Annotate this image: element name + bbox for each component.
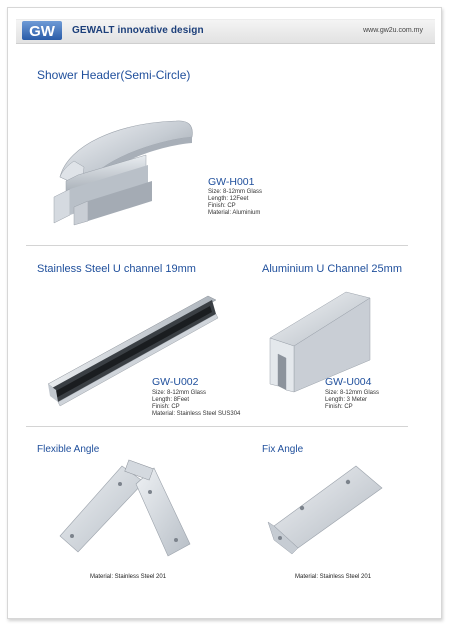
section-divider xyxy=(26,245,408,246)
spec-line: Size: 8-12mm Glass xyxy=(325,390,380,396)
ss-channel-specs xyxy=(152,390,240,418)
fix-angle-image xyxy=(264,460,386,560)
ss-channel-title: Stainless Steel U channel 19mm xyxy=(37,263,196,275)
flexible-angle-material: Material: Stainless Steel 201 xyxy=(90,574,167,580)
brand-name: GEWALT innovative design xyxy=(72,25,204,36)
al-channel-code: GW-U004 xyxy=(325,376,372,388)
shower-header-specs xyxy=(208,189,262,217)
shower-header-title: Shower Header(Semi-Circle) xyxy=(37,68,191,82)
spec-line: Finish: CP xyxy=(208,203,236,209)
gewalt-logo xyxy=(21,20,63,41)
fix-angle-title: Fix Angle xyxy=(262,444,304,455)
spec-line: Size: 8-12mm Glass xyxy=(152,390,207,396)
ss-channel-code: GW-U002 xyxy=(152,376,199,388)
flexible-angle-image xyxy=(56,460,192,560)
website-url[interactable]: www.gw2u.com.my xyxy=(363,27,423,34)
spec-line: Material: Aluminium xyxy=(208,210,261,216)
spec-line: Material: Stainless Steel SUS304 xyxy=(152,411,241,417)
spec-line: Size: 8-12mm Glass xyxy=(208,189,263,195)
shower-header-code: GW-H001 xyxy=(208,176,255,188)
fix-angle-material: Material: Stainless Steel 201 xyxy=(295,574,372,580)
al-channel-title: Aluminium U Channel 25mm xyxy=(262,263,402,275)
flexible-angle-title: Flexible Angle xyxy=(37,444,100,455)
spec-line: Length: 12Feet xyxy=(208,196,249,202)
spec-line: Length: 8Feet xyxy=(152,397,190,403)
shower-header-image xyxy=(48,115,198,225)
spec-line: Length: 3 Meter xyxy=(325,397,368,403)
logo-text: GW xyxy=(29,23,55,40)
spec-line: Finish: CP xyxy=(152,404,180,410)
al-channel-specs xyxy=(325,390,379,411)
spec-line: Finish: CP xyxy=(325,404,353,410)
section-divider xyxy=(26,426,408,427)
